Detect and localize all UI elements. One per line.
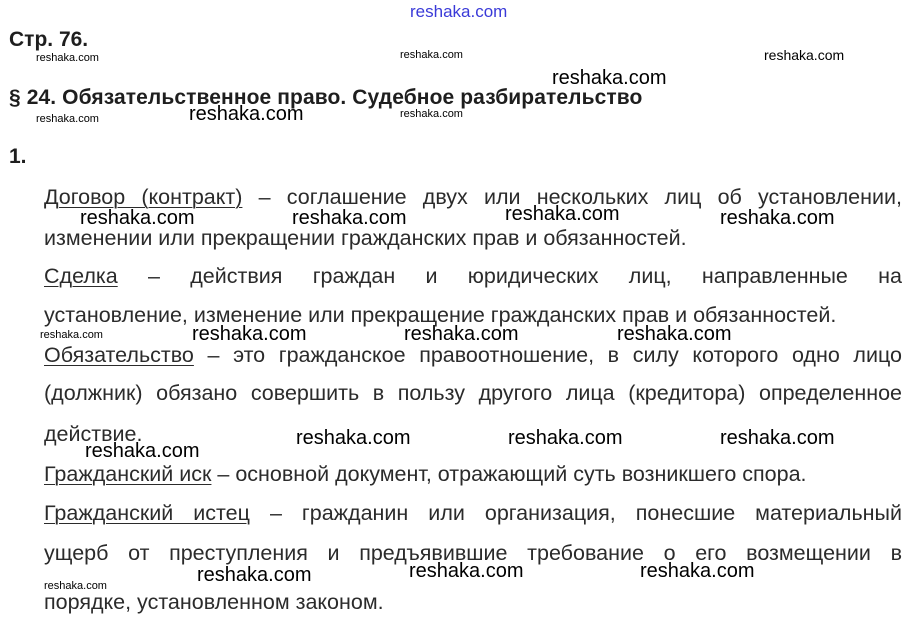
watermark: reshaka.com [409, 560, 524, 582]
watermark: reshaka.com [764, 47, 845, 63]
definition-civil-plaintiff-line-1 [44, 500, 902, 526]
watermark: reshaka.com [192, 323, 307, 345]
watermark: reshaka.com [40, 329, 103, 341]
watermark: reshaka.com [400, 108, 463, 120]
definition-obligation-line-2: (должник) обязано совершить в пользу другого лица (кредитора) определенное [44, 381, 902, 405]
task-number: 1. [9, 145, 27, 168]
watermark: reshaka.com [292, 207, 407, 229]
watermark: reshaka.com [44, 580, 107, 592]
definition-text: – основной документ, отражающий суть возникшего спора. [211, 462, 807, 486]
watermark: reshaka.com [189, 103, 304, 125]
watermark: reshaka.com [400, 49, 463, 61]
definition-text: – гражданин или организация, понесшие материальный [249, 501, 902, 525]
watermark: reshaka.com [552, 67, 667, 89]
page-number: Стр. 76. [9, 28, 89, 51]
definition-text: – соглашение двух или нескольких лиц об установлении, [242, 185, 902, 209]
definition-obligation-line-1 [44, 342, 902, 368]
definition-text: – это гражданское правоотношение, в силу которого одно лицо [193, 343, 902, 367]
watermark: reshaka.com [617, 323, 732, 345]
watermark: reshaka.com [720, 427, 835, 449]
definition-civil-plaintiff-line-2: ущерб от преступления и предъявившие требование о его возмещении в [44, 541, 902, 565]
term-deal: Сделка [44, 264, 118, 288]
watermark: reshaka.com [508, 427, 623, 449]
watermark-top: reshaka.com [410, 2, 508, 21]
watermark: reshaka.com [36, 52, 99, 64]
definition-contract-line-2: изменении или прекращении гражданских прав и обязанностей. [44, 226, 687, 250]
definition-civil-plaintiff-line-3: порядке, установленном законом. [44, 590, 384, 614]
watermark: reshaka.com [640, 560, 755, 582]
term-obligation: Обязательство [44, 343, 194, 367]
watermark: reshaka.com [80, 207, 195, 229]
definition-text: – действия граждан и юридических лиц, направленные на [117, 264, 902, 288]
term-contract: Договор (контракт) [44, 185, 243, 209]
watermark: reshaka.com [404, 323, 519, 345]
definition-obligation-line-3: действие. [44, 422, 143, 446]
watermark: reshaka.com [296, 427, 411, 449]
term-civil-plaintiff: Гражданский истец [44, 501, 250, 525]
section-title: § 24. Обязательственное право. Судебное разбирательство [9, 86, 643, 109]
watermark: reshaka.com [197, 564, 312, 586]
definition-deal-line-2: установление, изменение или прекращение гражданских прав и обязанностей. [44, 303, 837, 327]
watermark: reshaka.com [720, 207, 835, 229]
term-civil-claim: Гражданский иск [44, 462, 212, 486]
definition-contract-line-1 [44, 184, 902, 210]
definition-deal-line-1 [44, 263, 902, 289]
watermark: reshaka.com [36, 113, 99, 125]
definition-civil-claim-line-1 [44, 461, 807, 487]
watermark: reshaka.com [85, 440, 200, 462]
watermark: reshaka.com [505, 203, 620, 225]
